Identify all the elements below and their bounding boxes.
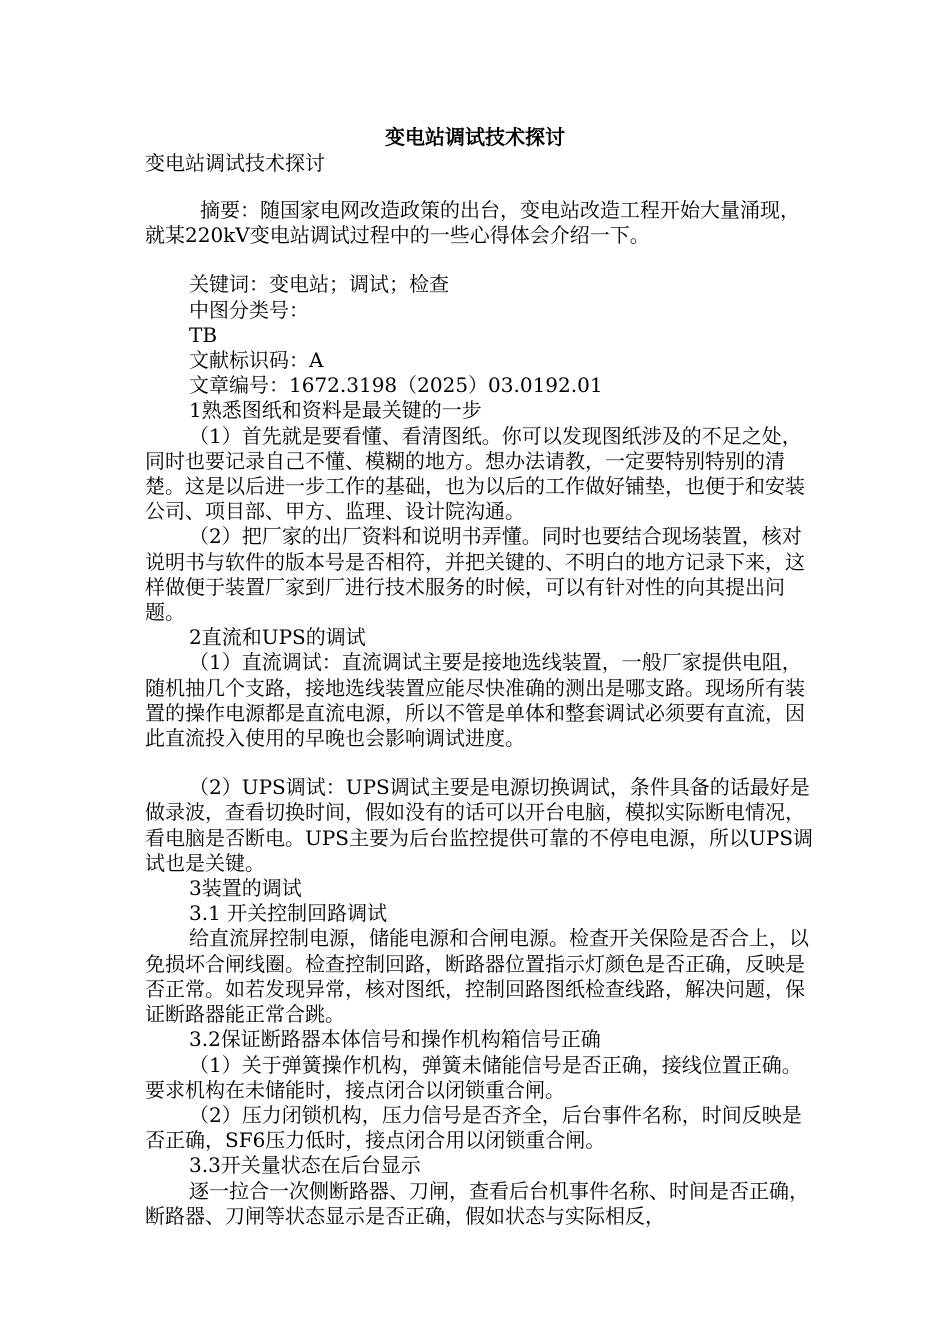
document-title: 变电站调试技术探讨 [385, 125, 565, 149]
section-3-3-paragraph: 逐一拉合一次侧断路器、刀闸，查看后台机事件名称、时间是否正确，断路器、刀闸等状态显示是否正确，假如状态与实际相反， [145, 1178, 809, 1228]
section-3-1-heading: 3.1 开关控制回路调试 [189, 901, 388, 926]
abstract-paragraph: 摘要：随国家电网改造政策的出台，变电站改造工程开始大量涌现，就某220kV变电站调试过程中的一些心得体会介绍一下。 [145, 198, 800, 248]
section-3-1-paragraph: 给直流屏控制电源，储能电源和合闸电源。检查开关保险是否合上，以免损坏合闸线圈。检查控制回路，断路器位置指示灯颜色是否正确，反映是否正常。如若发现异常，核对图纸，控制回路图纸检查线路，解决问题，保证断路器能正常合跳。 [145, 926, 809, 1027]
keywords-line: 关键词：变电站；调试；检查 [189, 272, 449, 297]
spacer [145, 751, 817, 775]
section-2-paragraph-1: （1）直流调试：直流调试主要是接地选线装置，一般厂家提供电阻，随机抽几个支路，接地选线装置应能尽快准确的测出是哪支路。现场所有装置的操作电源都是直流电源，所以不管是单体和整套调试必须要有直流，因此直流投入使用的早晚也会影响调试进度。 [145, 650, 805, 751]
document-body [145, 198, 817, 1229]
clc-value: TB [189, 322, 218, 347]
document-code-line: 文献标识码：A [189, 348, 324, 373]
article-number-line: 文章编号：1672.3198（2025）03.0192.01 [189, 373, 603, 398]
section-1-heading: 1熟悉图纸和资料是最关键的一步 [189, 398, 482, 423]
section-2-heading: 2直流和UPS的调试 [189, 625, 366, 650]
section-3-heading: 3装置的调试 [189, 876, 302, 901]
section-3-2-paragraph-1: （1）关于弹簧操作机构，弹簧未储能信号是否正确，接线位置正确。要求机构在未储能时，接点闭合以闭锁重合闸。 [145, 1052, 802, 1102]
section-3-2-paragraph-2: （2）压力闭锁机构，压力信号是否齐全，后台事件名称，时间反映是否正确，SF6压力低时，接点闭合用以闭锁重合闸。 [145, 1102, 802, 1153]
section-1-paragraph-1: （1）首先就是要看懂、看清图纸。你可以发现图纸涉及的不足之处，同时也要记录自己不懂、模糊的地方。想办法请教，一定要特别特别的清楚。这是以后进一步工作的基础，也为以后的工作做好铺垫，也便于和安装公司、项目部、甲方、监理、设计院沟通。 [145, 423, 805, 524]
section-3-2-heading: 3.2保证断路器本体信号和操作机构箱信号正确 [189, 1027, 601, 1052]
clc-label: 中图分类号： [189, 297, 309, 322]
section-3-3-heading: 3.3开关量状态在后台显示 [189, 1153, 421, 1178]
document-subtitle: 变电站调试技术探讨 [145, 151, 325, 175]
section-1-paragraph-2: （2）把厂家的出厂资料和说明书弄懂。同时也要结合现场装置，核对说明书与软件的版本号是否相符，并把关键的、不明白的地方记录下来，这样做便于装置厂家到厂进行技术服务的时候，可以有针对性的向其提出问题。 [145, 524, 805, 625]
section-2-paragraph-2: （2）UPS调试：UPS调试主要是电源切换调试，条件具备的话最好是做录波，查看切换时间，假如没有的话可以开台电脑，模拟实际断电情况，看电脑是否断电。UPS主要为后台监控提供可靠的不停电电源，所以UPS调试也是关键。 [145, 775, 814, 875]
spacer [145, 248, 817, 272]
